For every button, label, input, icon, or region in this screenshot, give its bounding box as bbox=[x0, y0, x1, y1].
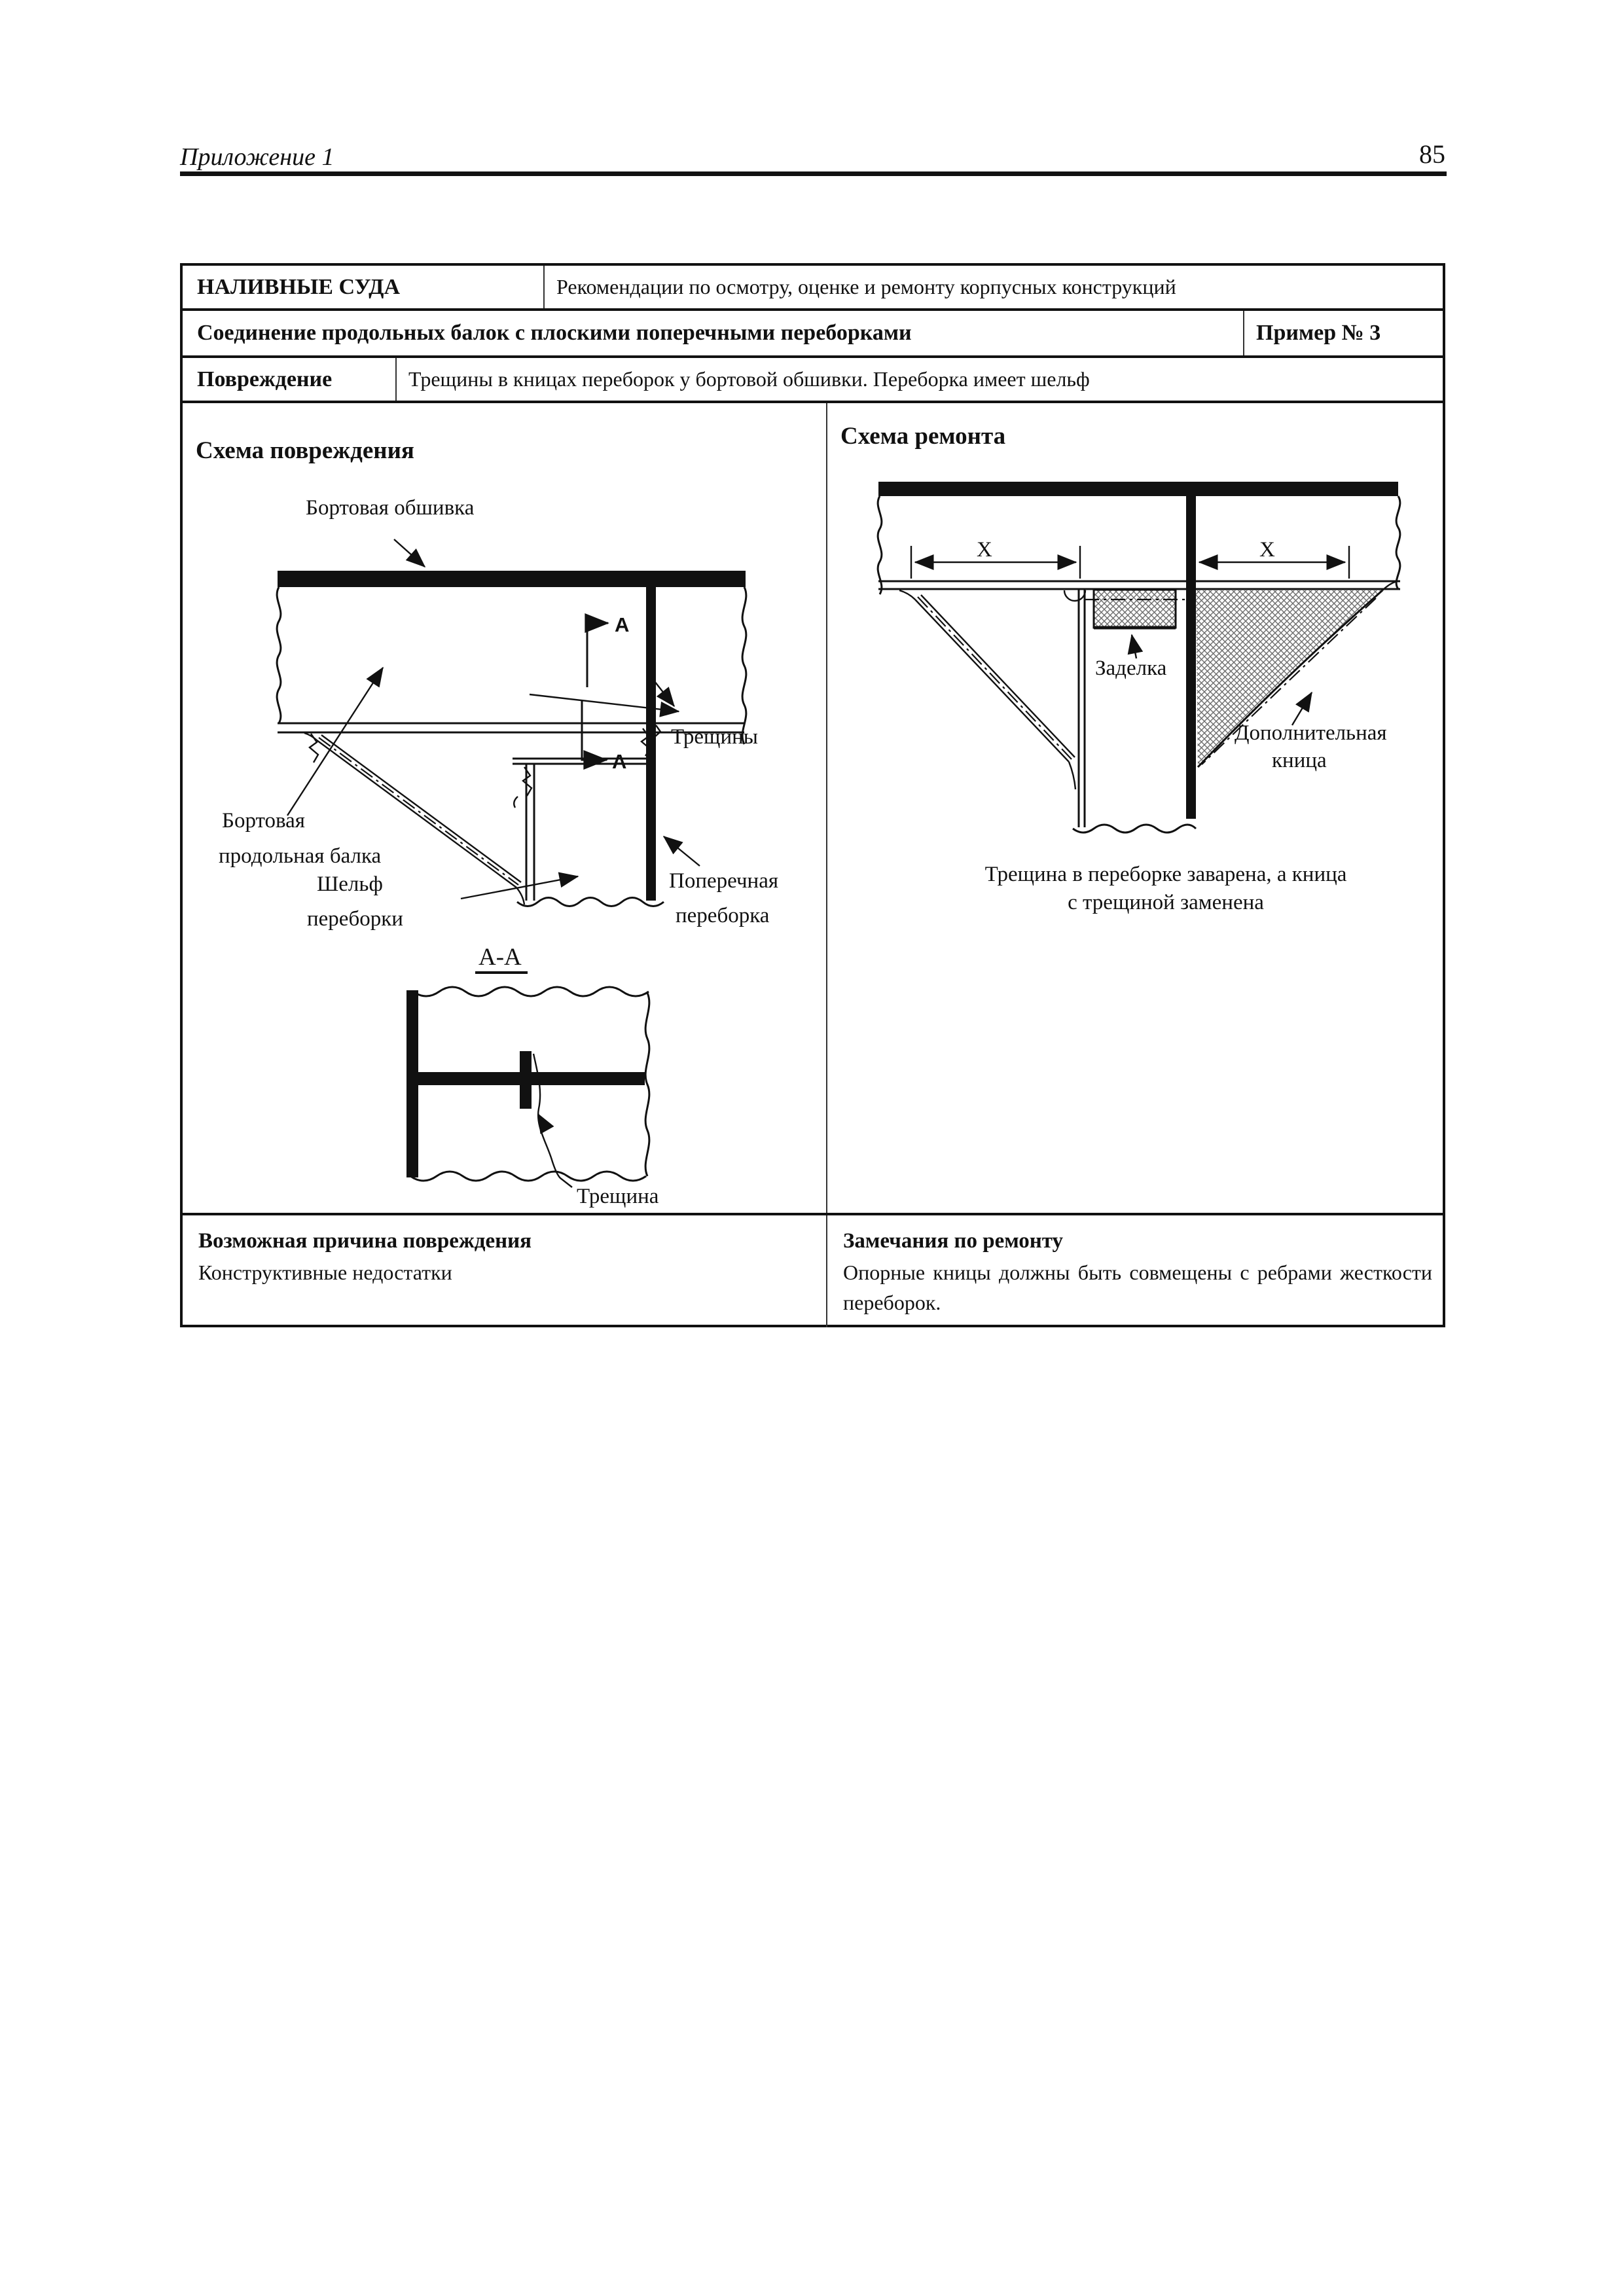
insert-label: Заделка bbox=[1095, 656, 1167, 680]
cause-body: Конструктивные недостатки bbox=[198, 1260, 452, 1284]
repair-scheme-drawing bbox=[827, 403, 1446, 1215]
transverse-bulkhead bbox=[646, 587, 656, 901]
longitudinal-label-line1: Бортовая bbox=[222, 809, 305, 833]
appendix-header: Приложение 1 bbox=[180, 143, 334, 171]
table-row-footer bbox=[183, 1215, 1443, 1327]
section-view-title: А-А bbox=[478, 944, 522, 971]
section-title-underline bbox=[475, 971, 528, 974]
insert-patch bbox=[1085, 590, 1186, 628]
table-row-schemes bbox=[183, 403, 1443, 1215]
recommendation-table bbox=[180, 263, 1445, 1327]
crack-marks bbox=[310, 725, 660, 808]
cracks-leader-1 bbox=[530, 694, 679, 711]
table-row-ship-type bbox=[183, 266, 1443, 311]
repair-scheme-cell bbox=[826, 403, 1447, 1213]
cause-title: Возможная причина повреждения bbox=[198, 1229, 532, 1253]
dimension-x-right: X bbox=[1259, 538, 1275, 562]
dimension-x-left: X bbox=[977, 538, 992, 562]
shell-plating-arrow bbox=[394, 539, 425, 567]
table-row-joint bbox=[183, 311, 1443, 358]
section-view-aa bbox=[406, 987, 649, 1187]
repair-caption-line2: с трещиной заменена bbox=[1068, 891, 1264, 914]
ship-type-cell: НАЛИВНЫЕ СУДА bbox=[197, 274, 401, 299]
shell-plating-label: Бортовая обшивка bbox=[306, 496, 475, 520]
additional-bracket-arrow bbox=[1292, 692, 1312, 725]
example-number-cell: Пример № 3 bbox=[1243, 311, 1443, 355]
repair-caption-line1: Трещина в переборке заварена, а кница bbox=[984, 863, 1347, 886]
damage-scheme-cell bbox=[183, 403, 826, 1213]
page-number: 85 bbox=[1419, 139, 1445, 169]
longitudinal-arrow bbox=[287, 668, 383, 816]
section-mark-letter-top: A bbox=[615, 613, 630, 636]
dimension-left bbox=[911, 538, 1080, 579]
additional-bracket-label-line2: кница bbox=[1272, 749, 1327, 772]
shell-plating-band bbox=[277, 571, 746, 744]
table-row-damage bbox=[183, 358, 1443, 403]
section-mark-letter-bottom: A bbox=[612, 750, 627, 773]
joint-description-cell: Соединение продольных балок с плоскими поперечными переборками bbox=[197, 321, 912, 345]
remarks-title: Замечания по ремонту bbox=[843, 1229, 1064, 1253]
longitudinal-label-line2: продольная балка bbox=[219, 844, 382, 868]
header-rule bbox=[180, 171, 1447, 176]
additional-bracket-label-line1: Дополнительная bbox=[1235, 721, 1387, 745]
section-crack-label: Трещина bbox=[577, 1185, 659, 1208]
remarks-body: Опорные кницы должны быть совмещены с ребрами жесткости переборок. bbox=[843, 1260, 1432, 1315]
shelf-label-line1: Шельф bbox=[317, 872, 383, 896]
transverse-label-line1: Поперечная bbox=[669, 869, 779, 893]
cause-cell bbox=[183, 1215, 826, 1327]
damage-scheme-drawing bbox=[183, 403, 826, 1215]
damage-scheme-title: Схема повреждения bbox=[196, 437, 414, 464]
cracks-label: Трещины bbox=[671, 725, 758, 749]
dimension-right bbox=[1199, 538, 1349, 579]
remarks-cell bbox=[826, 1215, 1448, 1327]
shelf-label-line2: переборки bbox=[307, 907, 403, 931]
section-marker-bottom bbox=[582, 701, 626, 773]
left-bracket bbox=[899, 590, 1075, 789]
damage-label-cell: Повреждение bbox=[197, 367, 333, 391]
repair-scheme-title: Схема ремонта bbox=[840, 423, 1006, 450]
insert-arrow bbox=[1132, 635, 1136, 658]
transverse-label-line2: переборка bbox=[676, 904, 770, 927]
shelf-arrow bbox=[461, 876, 578, 899]
transverse-bulkhead-repair bbox=[1186, 495, 1196, 819]
section-marker-top bbox=[587, 613, 629, 687]
transverse-arrow bbox=[664, 836, 700, 866]
damage-description-cell: Трещины в кницах переборок у бортовой обшивки. Переборка имеет шельф bbox=[395, 358, 1443, 401]
shell-plating-band-repair bbox=[878, 482, 1400, 594]
recommendations-cell: Рекомендации по осмотру, оценке и ремонту корпусных конструкций bbox=[543, 266, 1443, 308]
